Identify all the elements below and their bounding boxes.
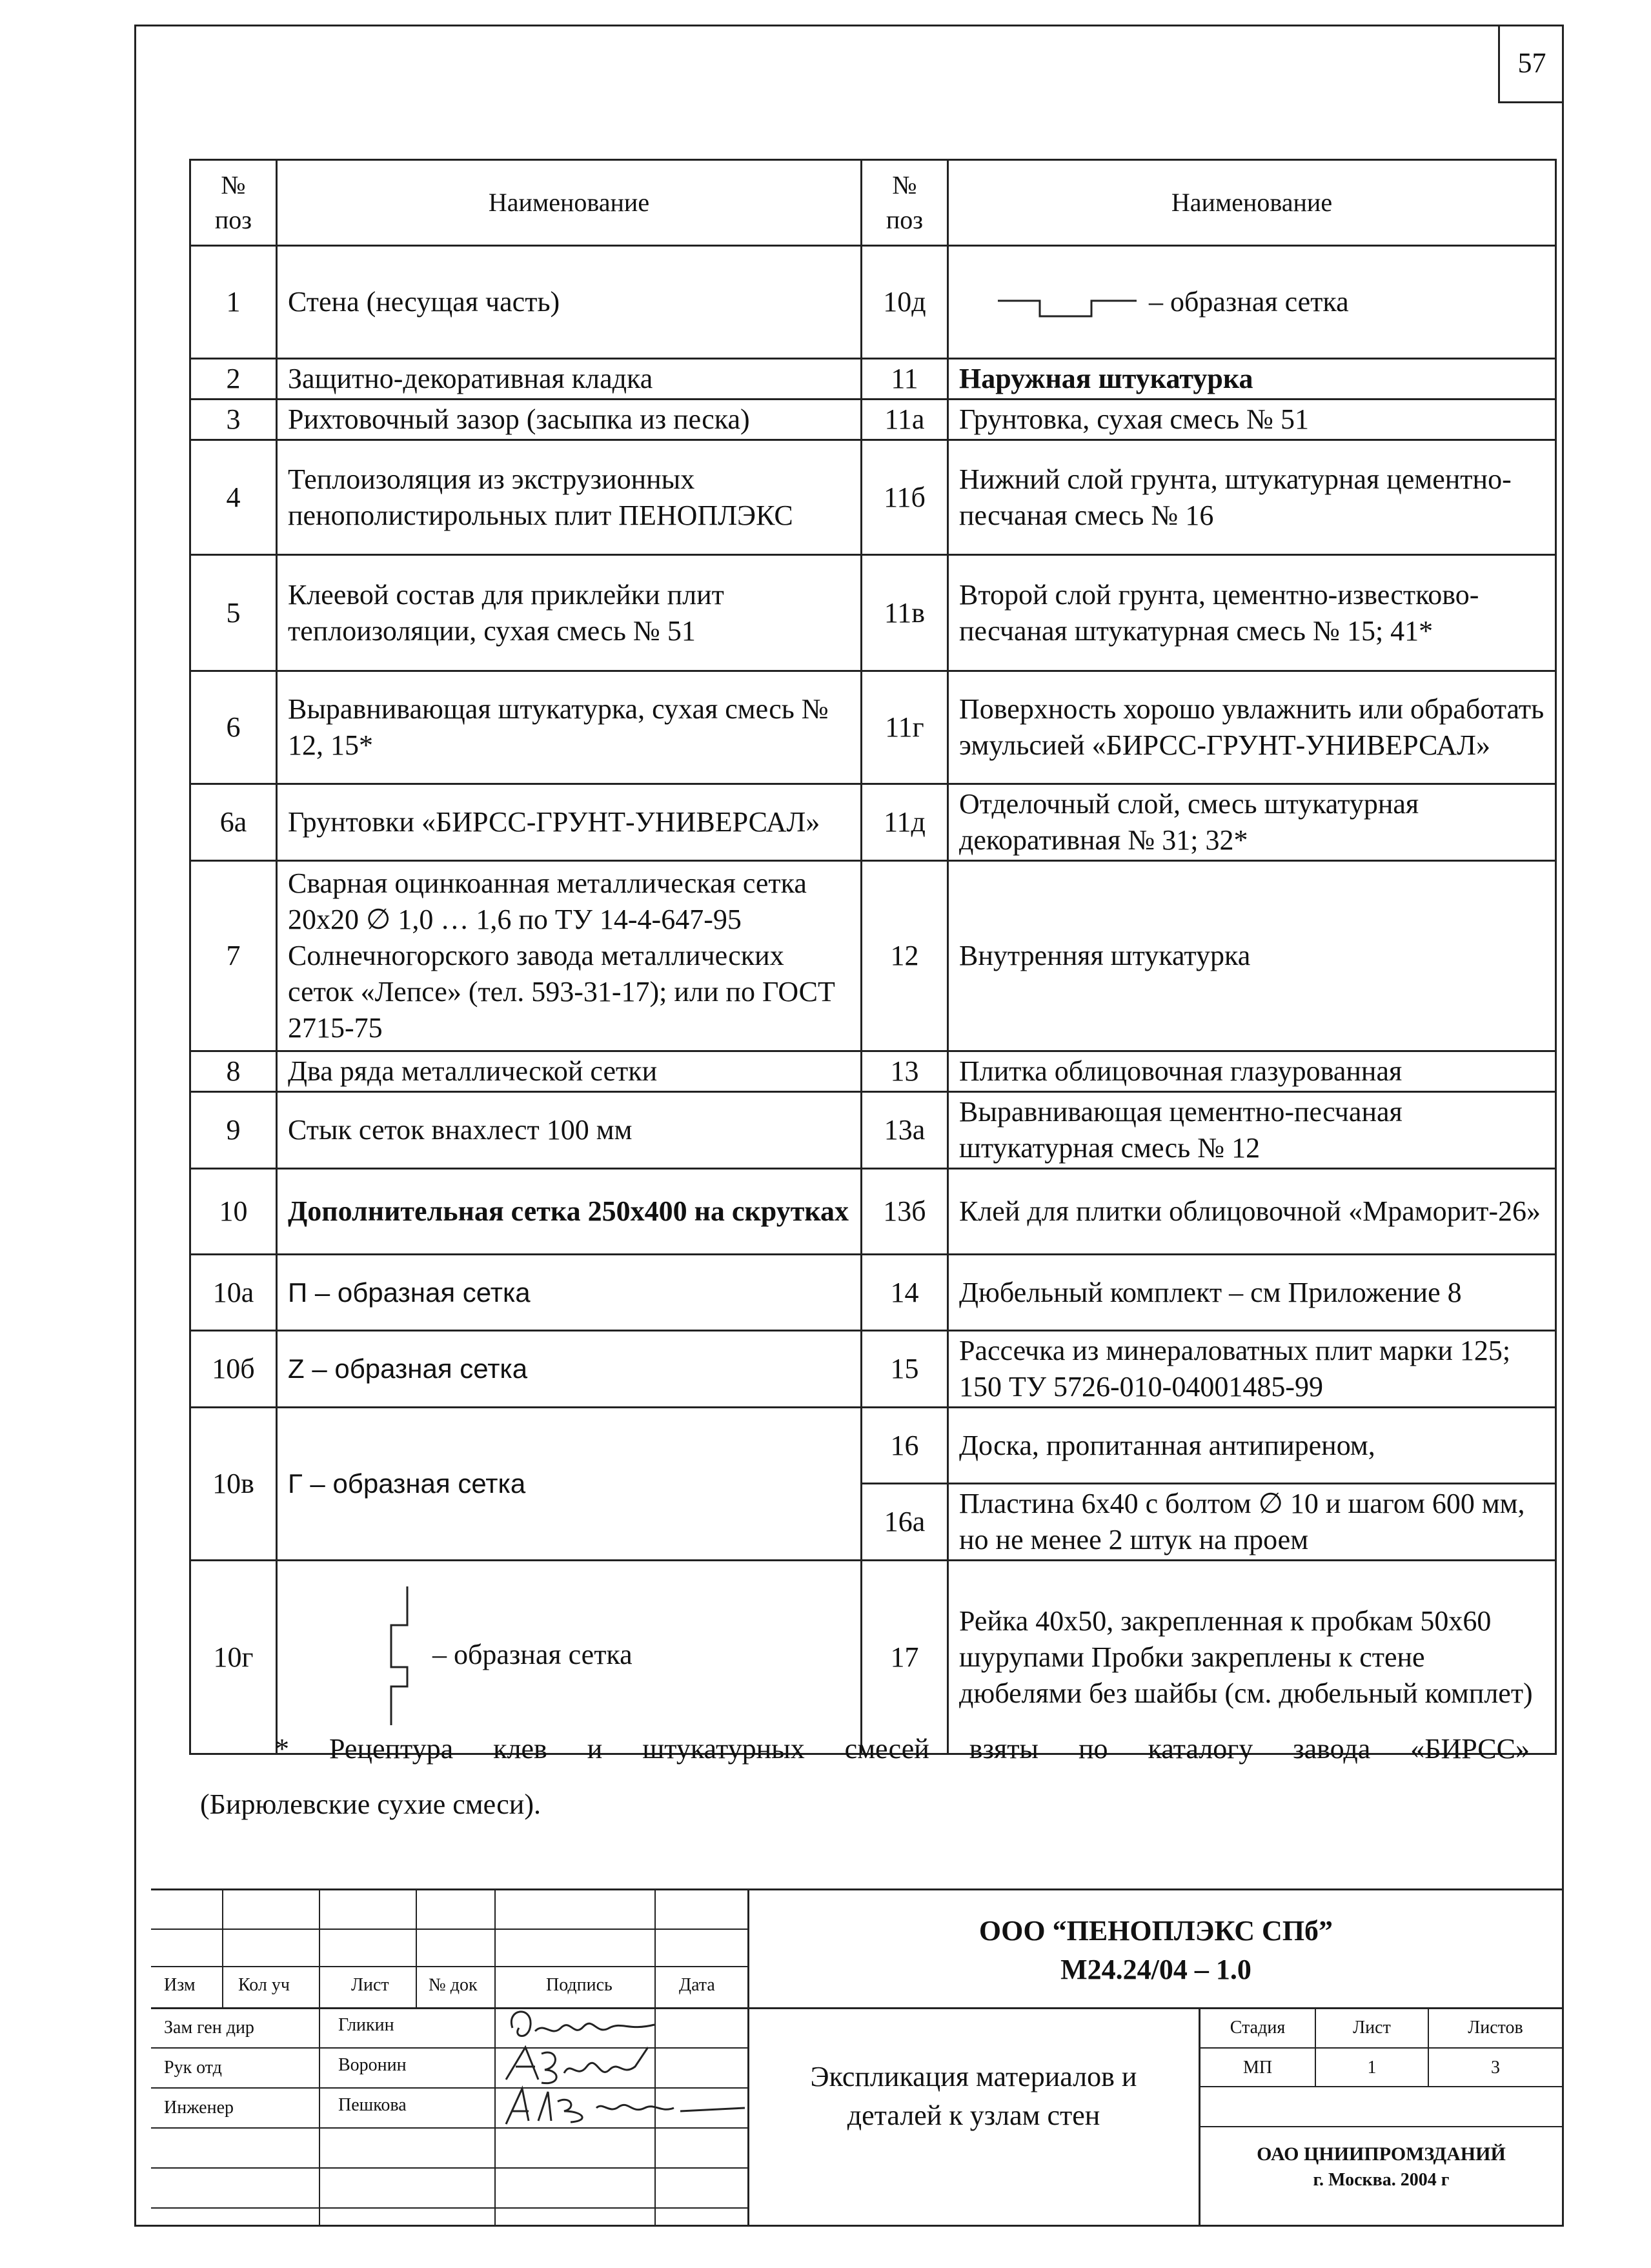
table-row: 10в Г – образная сетка 16 Доска, пропитанная антипиреном,: [190, 1408, 1556, 1484]
sheet-value: 1: [1367, 2058, 1377, 2078]
table-row: 16а Пластина 6х40 с болтом ∅ 10 и шагом 600 мм, но не менее 2 штук на проем: [190, 1484, 1556, 1561]
col-header-list: Лист: [351, 1975, 389, 1995]
title-block: [151, 1888, 1564, 2227]
col-header-kol: Кол уч: [238, 1975, 290, 1995]
document-code: М24.24/04 – 1.0: [1060, 1954, 1251, 1985]
table-row: 10б Z – образная сетка 15 Рассечка из минераловатных плит марки 125; 150 ТУ 5726-010-04001485-99: [190, 1331, 1556, 1408]
header-pos-left: № поз: [190, 160, 277, 246]
page-number: 57: [1498, 25, 1564, 103]
table-row: 5 Клеевой состав для приклейки плит теплоизоляции, сухая смесь № 51 11в Второй слой грунта, цементно-известково-песчаная штукатурная смесь № 15; 41*: [190, 555, 1556, 671]
s-mesh-icon: [372, 1586, 423, 1728]
footnote-line-1: * Рецептура клев и штукатурных смесей взяты по каталогу завода «БИРСС»: [275, 1733, 1530, 1765]
name-2: Воронин: [338, 2055, 407, 2075]
table-row: 7 Сварная оцинкоанная металлическая сетка 20х20 ∅ 1,0 … 1,6 по ТУ 14-4-647-95 Солнечногорского завода металлических сеток «Лепсе» (тел. 593-31-17); или по ГОСТ 2715-75 12 Внутренняя штукатурка: [190, 861, 1556, 1051]
footnote-line-2: (Бирюлевские сухие смеси).: [200, 1788, 541, 1820]
col-header-izm: Изм: [164, 1975, 196, 1995]
header-pos-right: № поз: [862, 160, 948, 246]
sheets-label: Листов: [1468, 2018, 1523, 2038]
sheet-label: Лист: [1353, 2018, 1391, 2038]
document-title: Экспликация материалов и деталей к узлам стен: [810, 2061, 1137, 2131]
table-row: 6 Выравнивающая штукатурка, сухая смесь № 12, 15* 11г Поверхность хорошо увлажнить или обработать эмульсией «БИРСС-ГРУНТ-УНИВЕРСАЛ»: [190, 671, 1556, 784]
name-3: Пешкова: [338, 2095, 407, 2115]
institute-name: ОАО ЦНИИПРОМЗДАНИЙ: [1257, 2143, 1506, 2165]
city-year: г. Москва. 2004 г: [1313, 2170, 1450, 2190]
stage-value: МП: [1242, 2058, 1273, 2078]
table-row: 10 Дополнительная сетка 250х400 на скрутках 13б Клей для плитки облицовочной «Мраморит-26»: [190, 1169, 1556, 1255]
table-row: 3 Рихтовочный зазор (засыпка из песка) 11а Грунтовка, сухая смесь № 51: [190, 400, 1556, 440]
table-row: 2 Защитно-декоративная кладка 11 Наружная штукатурка: [190, 359, 1556, 400]
u-mesh-icon: [998, 288, 1140, 320]
header-name-left: Наименование: [277, 160, 862, 246]
signature-3: [500, 2082, 751, 2134]
footnote: [200, 1731, 1530, 1823]
col-header-signature: Подпись: [546, 1975, 613, 1995]
table-row: 4 Теплоизоляция из экструзионных пенополистирольных плит ПЕНОПЛЭКС 11б Нижний слой грунта, штукатурная цементно-песчаная смесь № 16: [190, 440, 1556, 555]
table-row: 1 Стена (несущая часть) 10д – образная сетка: [190, 246, 1556, 359]
table-row: 9 Стык сеток внахлест 100 мм 13а Выравнивающая цементно-песчаная штукатурная смесь № 12: [190, 1092, 1556, 1169]
table-row: 6а Грунтовки «БИРСС-ГРУНТ-УНИВЕРСАЛ» 11д Отделочный слой, смесь штукатурная декоративная № 31; 32*: [190, 784, 1556, 861]
materials-table: [189, 159, 1557, 1755]
table-row: 10г – образная сетка 17 Рейка 40х50, закрепленная к пробкам 50х60 шурупами Пробки закреплены к стене дюбелями без шайбы (см. дюбельный комплет): [190, 1561, 1556, 1754]
organization-name: ООО “ПЕНОПЛЭКС СПб”: [978, 1915, 1333, 1947]
role-engineer: Инженер: [164, 2098, 234, 2118]
header-name-right: Наименование: [948, 160, 1556, 246]
table-row: 10а П – образная сетка 14 Дюбельный комплект – см Приложение 8: [190, 1255, 1556, 1331]
table-header-row: [190, 160, 1556, 246]
sheets-value: 3: [1491, 2058, 1500, 2078]
name-1: Гликин: [338, 2015, 394, 2035]
table-row: 8 Два ряда металлической сетки 13 Плитка облицовочная глазурованная: [190, 1051, 1556, 1092]
role-deputy-director: Зам ген дир: [164, 2018, 254, 2038]
col-header-date: Дата: [679, 1975, 715, 1995]
role-head-dept: Рук отд: [164, 2058, 222, 2078]
col-header-doc: № док: [429, 1975, 478, 1995]
stage-label: Стадия: [1230, 2018, 1286, 2038]
